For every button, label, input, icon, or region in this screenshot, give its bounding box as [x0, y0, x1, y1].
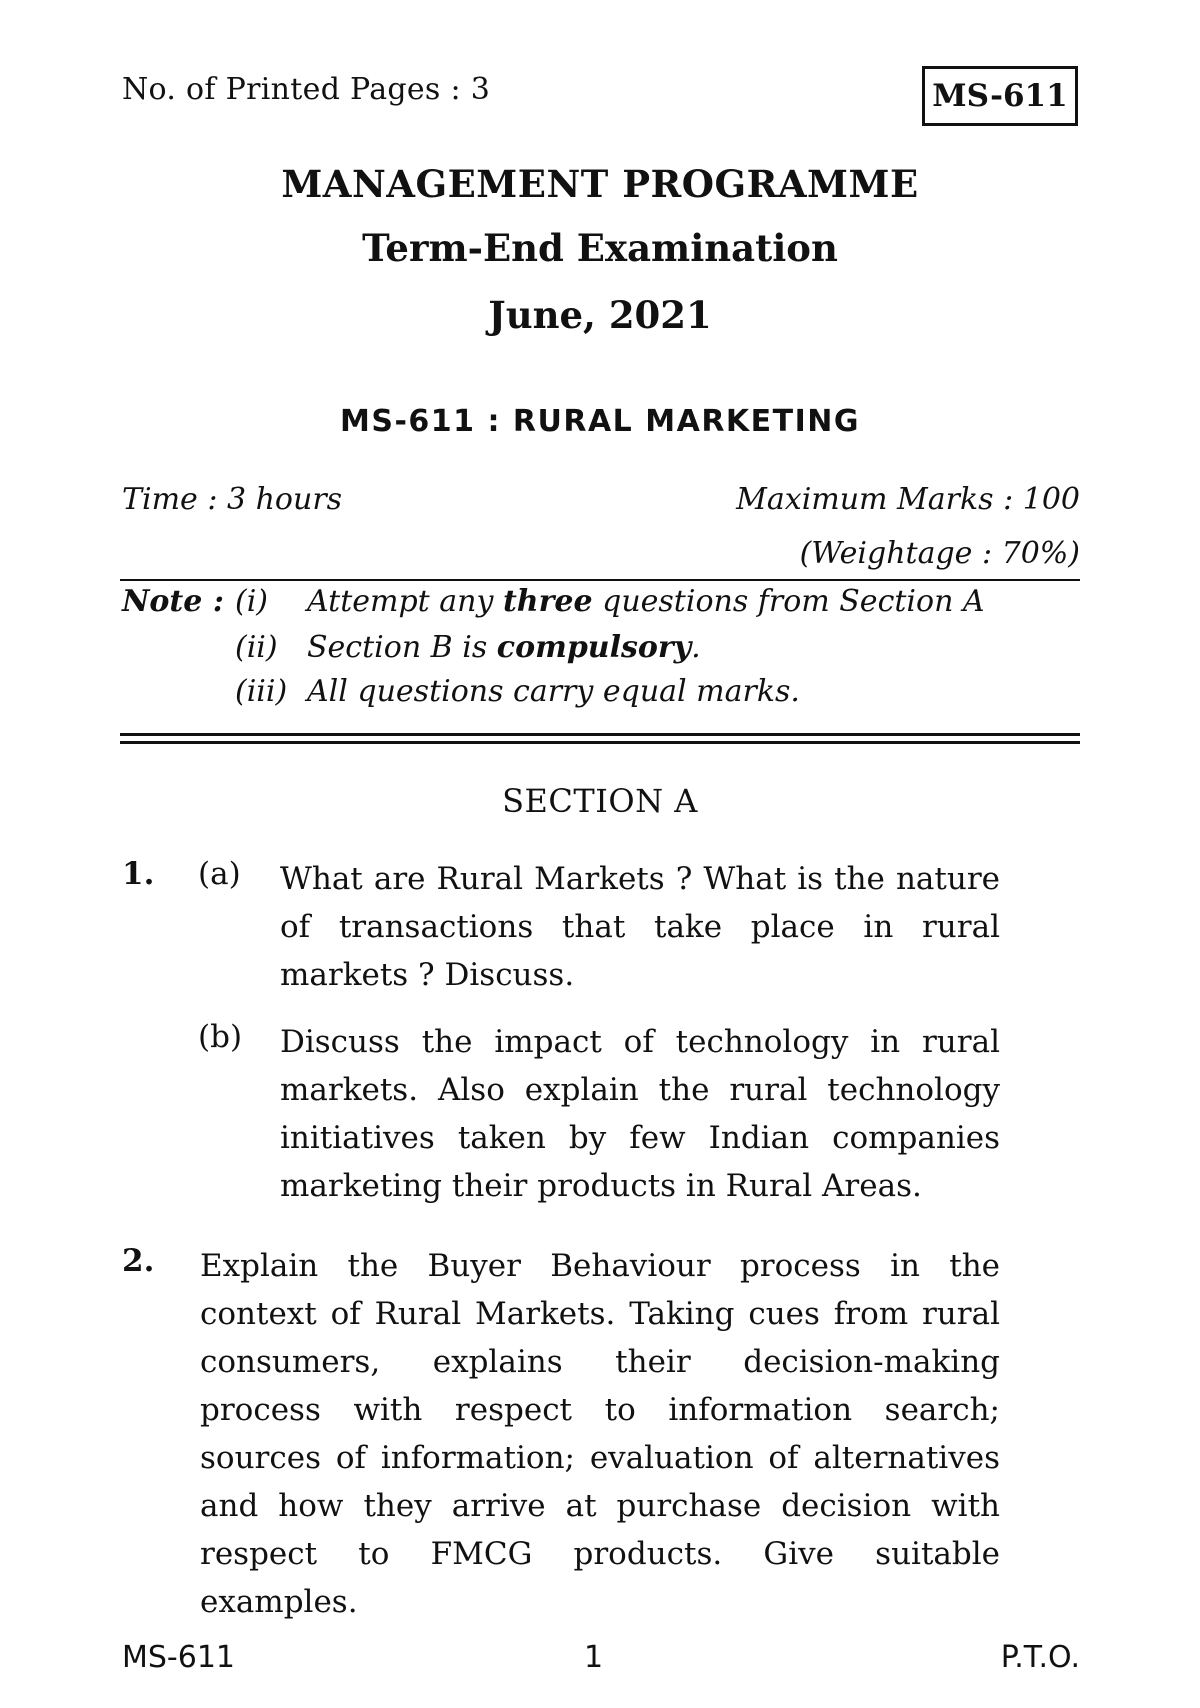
printed-pages-count: No. of Printed Pages : 3 [122, 72, 491, 107]
note-item-number: (iii) [235, 674, 288, 709]
note-emphasis: three [502, 584, 593, 619]
note-text-part: All questions carry equal marks. [307, 674, 800, 709]
note-emphasis: compulsory [496, 630, 692, 665]
question-number: 1. [122, 856, 155, 892]
exam-title: Term-End Examination [362, 226, 838, 270]
note-text-part: Attempt any [307, 584, 503, 619]
sub-question-label: (a) [198, 856, 241, 892]
sub-question-text: What are Rural Markets ? What is the nature of transactions that take place in rural markets ? Discuss. [280, 861, 1000, 993]
note-text-part: Section B is [307, 630, 497, 665]
page-number: 1 [584, 1640, 604, 1675]
note-item-number: (i) [235, 584, 269, 619]
divider-double-top [120, 733, 1080, 736]
note-item-text [307, 584, 985, 619]
note-item-number: (ii) [235, 630, 278, 665]
divider-double-bottom [120, 741, 1080, 744]
note-text-part: questions from Section A [592, 584, 985, 619]
note-label: Note : [122, 584, 224, 619]
note-item-text [307, 674, 800, 709]
sub-question-label: (b) [198, 1019, 243, 1055]
programme-title: MANAGEMENT PROGRAMME [281, 162, 919, 206]
time-allowed: Time : 3 hours [122, 482, 343, 517]
question-text: Explain the Buyer Behaviour process in the context of Rural Markets. Taking cues from rural consumers, explains their decision-making process with respect to information search; sources of information; evaluation of alternatives and how they arrive at purchase decision with respect to FMCG products. Give suitable examples. [200, 1248, 1000, 1620]
section-heading: SECTION A [502, 782, 698, 820]
question-number: 2. [122, 1243, 155, 1279]
note-item-text [307, 630, 701, 665]
please-turn-over: P.T.O. [1000, 1640, 1080, 1675]
course-title: MS-611 : RURAL MARKETING [339, 404, 861, 439]
divider-top [120, 579, 1080, 581]
sub-question-text: Discuss the impact of technology in rural markets. Also explain the rural technology initiatives taken by few Indian companies marketing their products in Rural Areas. [280, 1024, 1000, 1204]
maximum-marks: Maximum Marks : 100 [736, 482, 1080, 517]
weightage: (Weightage : 70%) [799, 536, 1080, 571]
course-code-box: MS-611 [922, 66, 1078, 126]
exam-session: June, 2021 [488, 293, 712, 337]
footer-course-code: MS-611 [122, 1640, 236, 1675]
note-text-part: . [691, 630, 701, 665]
